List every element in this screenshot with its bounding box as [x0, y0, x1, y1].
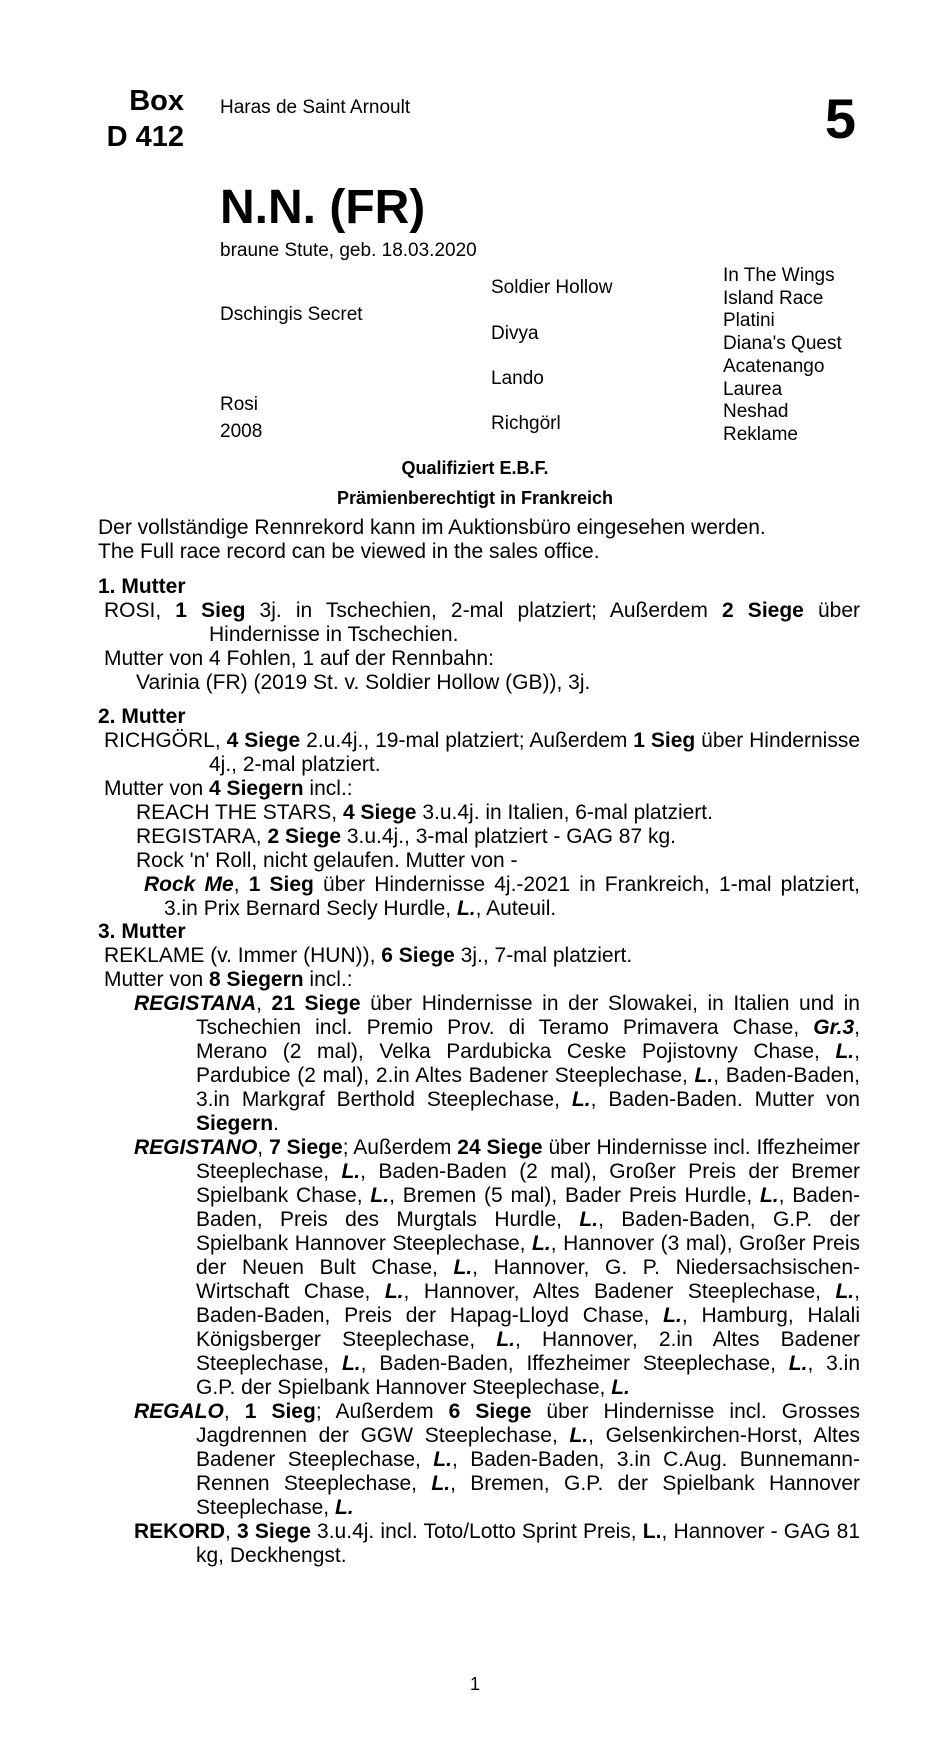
- breeder: Haras de Saint Arnoult: [220, 97, 411, 118]
- pedigree-g4: Diana's Quest: [723, 333, 842, 354]
- page-number: 1: [469, 1674, 480, 1694]
- produce-item: Rock 'n' Roll, nicht gelaufen. Mutter von -: [136, 849, 518, 872]
- produce-summary: Mutter von 8 Siegern incl.:: [104, 968, 353, 991]
- section-first-dam: [98, 575, 860, 695]
- pedigree-sire-sire: Soldier Hollow: [491, 277, 613, 298]
- qualification-france: Prämienberechtigt in Frankreich: [336, 488, 614, 508]
- notice-en: The Full race record can be viewed in the sales office.: [98, 540, 600, 563]
- pedigree-g6: Laurea: [723, 379, 783, 400]
- pedigree-g2: Island Race: [723, 288, 824, 309]
- produce-item: Varinia (FR) (2019 St. v. Soldier Hollow (GB)), 3j.: [136, 671, 591, 694]
- pedigree-dam-dam: Richgörl: [491, 413, 561, 434]
- pedigree-g1: In The Wings: [723, 265, 835, 286]
- notice-de: Der vollständige Rennrekord kann im Auktionsbüro eingesehen werden.: [98, 516, 766, 539]
- box-label: Box: [129, 85, 184, 117]
- produce-summary: Mutter von 4 Siegern incl.:: [104, 777, 353, 800]
- produce-item: REKORD, 3 Siege 3.u.4j. incl. Toto/Lotto Sprint Preis, L., Hannover - GAG 81 kg, Deckhengst.: [134, 1520, 860, 1567]
- pedigree-dam-year: 2008: [220, 421, 263, 442]
- produce-item: REGISTARA, 2 Siege 3.u.4j., 3-mal platziert - GAG 87 kg.: [136, 825, 676, 848]
- pedigree-dam-sire: Lando: [491, 368, 544, 389]
- pedigree-g5: Acatenango: [723, 356, 825, 377]
- dam-record: RICHGÖRL, 4 Siege 2.u.4j., 19-mal platziert; Außerdem 1 Sieg über Hindernisse 4j., 2-mal platziert.: [104, 729, 860, 776]
- dam-record: REKLAME (v. Immer (HUN)), 6 Siege 3j., 7-mal platziert.: [104, 944, 633, 967]
- produce-item: REACH THE STARS, 4 Siege 3.u.4j. in Italien, 6-mal platziert.: [136, 801, 713, 824]
- pedigree-dam: Rosi: [220, 394, 259, 415]
- horse-name: N.N. (FR): [220, 181, 426, 234]
- section-heading: 3. Mutter: [98, 920, 186, 943]
- produce-summary: Mutter von 4 Fohlen, 1 auf der Rennbahn:: [104, 647, 494, 670]
- horse-description: braune Stute, geb. 18.03.2020: [220, 240, 477, 261]
- produce-item: Rock Me, 1 Sieg über Hindernisse 4j.-2021 in Frankreich, 1-mal platziert, 3.in Prix Bernard Secly Hurdle, L., Auteuil.: [144, 873, 861, 920]
- box-number: D 412: [106, 121, 184, 153]
- lot-number: 5: [824, 87, 856, 150]
- pedigree-g3: Platini: [723, 310, 775, 331]
- produce-item: REGALO, 1 Sieg; Außerdem 6 Siege über Hindernisse incl. Grosses Jagdrennen der GGW Steeplechase, L., Gelsenkirchen-Horst, Altes Badener Steeplechase, L., Baden-Baden, 3.in C.Aug. Bunnemann-Rennen Steeplechase, L., Bremen, G.P. der Spielbank Hannover Steeplechase, L.: [134, 1400, 861, 1519]
- section-heading: 1. Mutter: [98, 575, 186, 598]
- qualification-ebf: Qualifiziert E.B.F.: [401, 458, 549, 478]
- section-second-dam: [98, 705, 860, 921]
- pedigree-g7: Neshad: [723, 401, 789, 422]
- pedigree-sire: Dschingis Secret: [220, 304, 363, 325]
- dam-record: ROSI, 1 Sieg 3j. in Tschechien, 2-mal platziert; Außerdem 2 Siege über Hindernisse in Tschechien.: [104, 599, 860, 646]
- section-third-dam: [98, 920, 860, 1568]
- section-heading: 2. Mutter: [98, 705, 186, 728]
- produce-item: REGISTANO, 7 Siege; Außerdem 24 Siege über Hindernisse incl. Iffezheimer Steeplechase, L., Baden-Baden (2 mal), Großer Preis der Bremer Spielbank Chase, L., Bremen (5 mal), Bader Preis Hurdle, L., Baden-Baden, Preis des Murgtals Hurdle, L., Baden-Baden, G.P. der Spielbank Hannover Steeplechase, L., Hannover (3 mal), Großer Preis der Neuen Bult Chase, L., Hannover, G. P. Niedersachsischen-Wirtschaft Chase, L., Hannover, Altes Badener Steeplechase, L., Baden-Baden, Preis der Hapag-Lloyd Chase, L., Hamburg, Halali Königsberger Steeplechase, L., Hannover, 2.in Altes Badener Steeplechase, L., Baden-Baden, Iffezheimer Steeplechase, L., 3.in G.P. der Spielbank Hannover Steeplechase, L.: [134, 1136, 861, 1399]
- produce-item: REGISTANA, 21 Siege über Hindernisse in der Slowakei, in Italien und in Tschechien incl. Premio Prov. di Teramo Primavera Chase, Gr.3, Merano (2 mal), Velka Pardubicka Ceske Pojistovny Chase, L., Pardubice (2 mal), 2.in Altes Badener Steeplechase, L., Baden-Baden, 3.in Markgraf Berthold Steeplechase, L., Baden-Baden. Mutter von Siegern.: [134, 992, 860, 1135]
- notice: [98, 516, 766, 564]
- pedigree-sire-dam: Divya: [491, 323, 539, 344]
- pedigree-g8: Reklame: [723, 424, 798, 445]
